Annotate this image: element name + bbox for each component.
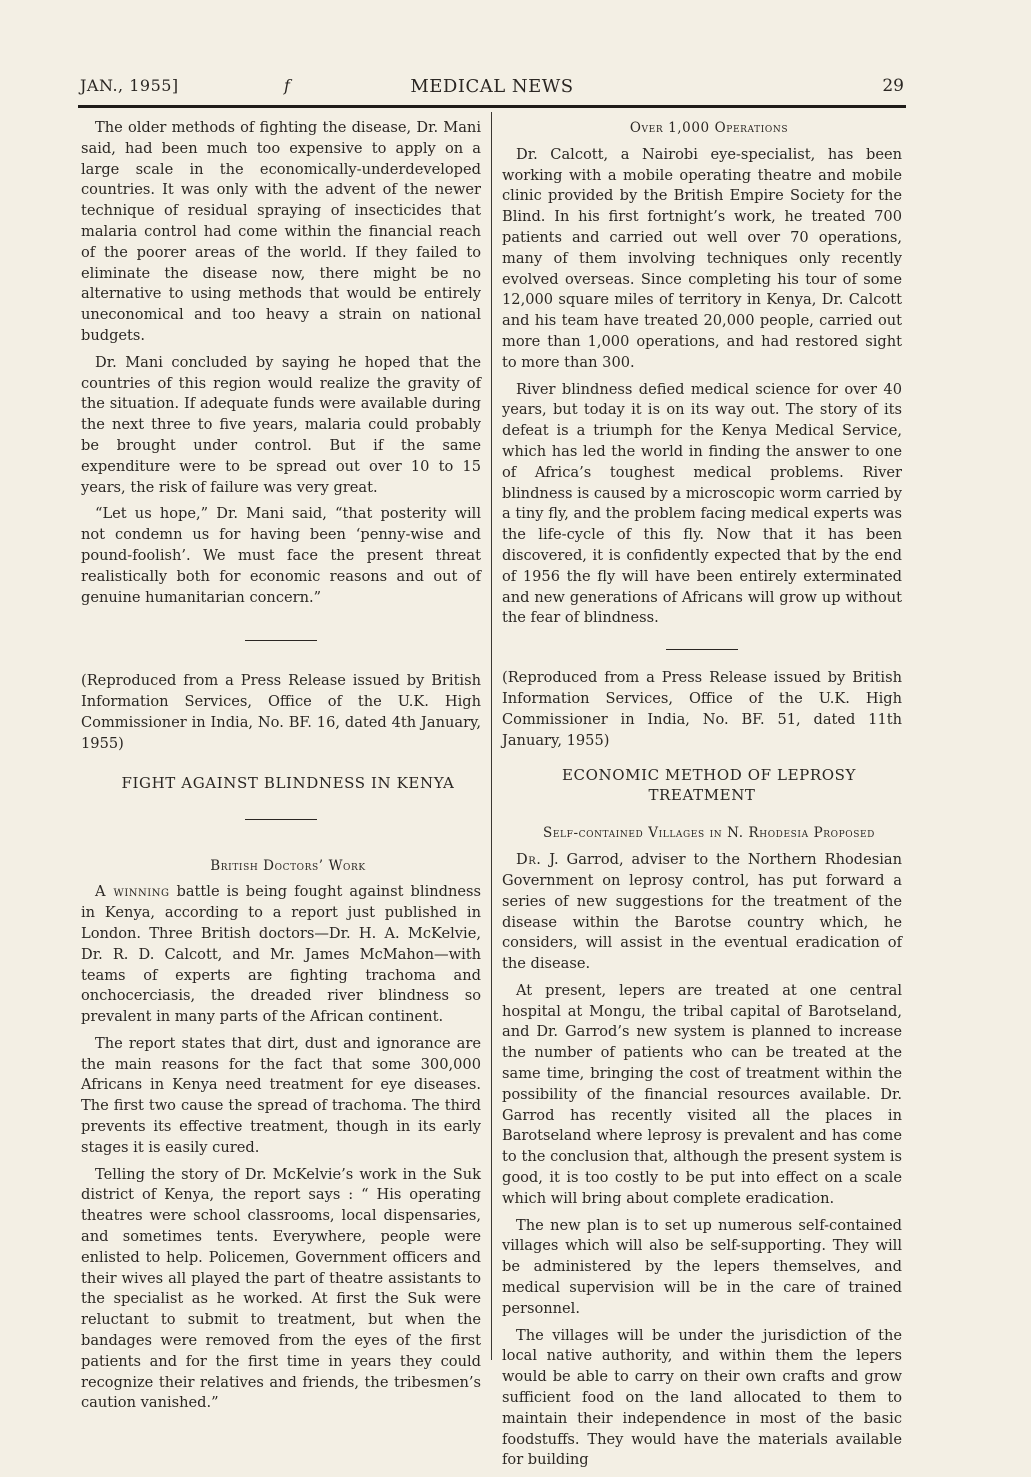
leprosy-paragraph-1 [502,850,902,975]
article-subheading: Self-contained Villages in N. Rhodesia Proposed [543,825,875,842]
article-subheading: British Doctors’ Work [210,857,366,874]
lead-in: A winning [95,883,170,901]
operations-subheading: Over 1,000 Operations [629,120,789,136]
blindness-paragraph-3: Telling the story of Dr. McKelvie’s work in the Suk district of Kenya, the report says : “ His operating theatres were school classrooms, local dispensaries, and sometimes tents. Everywhere, people were enlisted to help. Policemen, Government officers and their wives all played the part of theatre assistants to the specialist as he worked. At first the Suk were reluctant to submit to treatment, but when the bandages were removed from the eyes of the first patients and for the first time in years they could recognize their relatives and friends, the tribesmen’s caution vanished.” [81,1165,481,1412]
paragraph-body: battle is being fought against blindness in Kenya, according to a report just published in London. Three British doctors—Dr. H. A. McKelvie, Dr. R. D. Calcott, and Mr. James McMahon—with teams of experts are fighting trachoma and onchocerciasis, the dreaded river blindness so prevalent in many parts of the African continent. [81,883,481,1026]
page-header [80,76,904,100]
stray-mark: f [284,76,290,95]
leprosy-paragraph-2: At present, lepers are treated at one central hospital at Mongu, the tribal capital of Barotseland, and Dr. Garrod’s new system is planned to increase the number of patients who can be treated at the same time, bringing the cost of treatment within the possibility of the financial resources available. Dr. Garrod has recently visited all the places in Barotseland where leprosy is prevalent and has come to the conclusion that, although the present system is good, it is too costly to be put into effect on a scale which will bring about complete eradication. [502,981,902,1207]
article-heading: ECONOMIC METHOD OF LEPROSY TREATMENT [561,766,856,805]
issue-date: JAN., 1955] [80,76,179,95]
lead-in: Dr. [516,851,542,869]
journal-title: MEDICAL NEWS [410,76,574,97]
leprosy-paragraph-4: The villages will be under the jurisdiction of the local native authority, and within them the lepers would be able to carry on their own crafts and grow sufficient food on the land allocated to them to maintain their independence in most of the basic foodstuffs. They would have the materials available for building [502,1326,902,1469]
header-rule [78,105,906,108]
paragraph-body: J. Garrod, adviser to the Northern Rhodesian Government on leprosy control, has put forward a series of new suggestions for the treatment of the disease within the Barotse country which, he considers, will assist in the eventual eradication of the disease. [502,851,902,973]
malaria-paragraph-3: “Let us hope,” Dr. Mani said, “that posterity will not condemn us for having been ‘penny-wise and pound-foolish’. We must face the present threat realistically both for economic reasons and out of genuine humanitarian concern.” [81,505,481,606]
source-note: (Reproduced from a Press Release issued by British Information Services, Office of the U.K. High Commissioner in India, No. BF. 51, dated 11th January, 1955) [502,669,902,749]
leprosy-paragraph-3: The new plan is to set up numerous self-contained villages which will also be self-supporting. They will be administered by the lepers themselves, and medical supervision will be in the care of trained personnel. [502,1216,902,1317]
column-divider [491,112,492,1360]
blindness-paragraph-2: The report states that dirt, dust and ignorance are the main reasons for the fact that some 300,000 Africans in Kenya need treatment for eye diseases. The first two cause the spread of trachoma. The third prevents its effective treatment, though in its early stages it is easily cured. [81,1034,481,1156]
operations-paragraph-1: Dr. Calcott, a Nairobi eye-specialist, has been working with a mobile operating theatre and mobile clinic provided by the British Empire Society for the Blind. In his first fortnight’s work, he treated 700 patients and carried out well over 70 operations, many of them involving techniques only recently evolved overseas. Since completing his tour of some 12,000 square miles of territory in Kenya, Dr. Calcott and his team have treated 20,000 people, carried out more than 1,000 operations, and had restored sight to more than 300. [502,145,902,371]
left-column [81,118,481,1420]
blindness-paragraph-1 [81,882,481,1028]
page-number: 29 [882,76,904,96]
article-heading: FIGHT AGAINST BLINDNESS IN KENYA [121,773,455,792]
malaria-paragraph-1: The older methods of fighting the disease, Dr. Mani said, had been much too expensive to apply on a large scale in the economically-underdeveloped countries. It was only with the advent of the newer technique of residual spraying of insecticides that malaria control had come within the financial reach of the poorer areas of the world. If they failed to eliminate the disease now, there might be no alternative to using methods that would be entirely uneconomical and too heavy a strain on national budgets. [81,119,481,344]
operations-paragraph-2: River blindness defied medical science for over 40 years, but today it is on its way out. The story of its defeat is a triumph for the Kenya Medical Service, which has led the world in finding the answer to one of Africa’s toughest medical problems. River blindness is caused by a microscopic worm carried by a tiny fly, and the problem facing medical experts was the life-cycle of this fly. Now that it has been discovered, it is confidently expected that by the end of 1956 the fly will have been entirely exterminated and new generations of Africans will grow up without the fear of blindness. [502,380,902,627]
right-column [502,118,902,1477]
malaria-paragraph-2: Dr. Mani concluded by saying he hoped that the countries of this region would realize the gravity of the situation. If adequate funds were available during the next three to five years, malaria could probably be brought under control. But if the same expenditure were to be spread out over 10 to 15 years, the risk of failure was very great. [81,353,481,496]
source-note: (Reproduced from a Press Release issued by British Information Services, Office of the U.K. High Commissioner in India, No. BF. 16, dated 4th January, 1955) [81,672,481,752]
